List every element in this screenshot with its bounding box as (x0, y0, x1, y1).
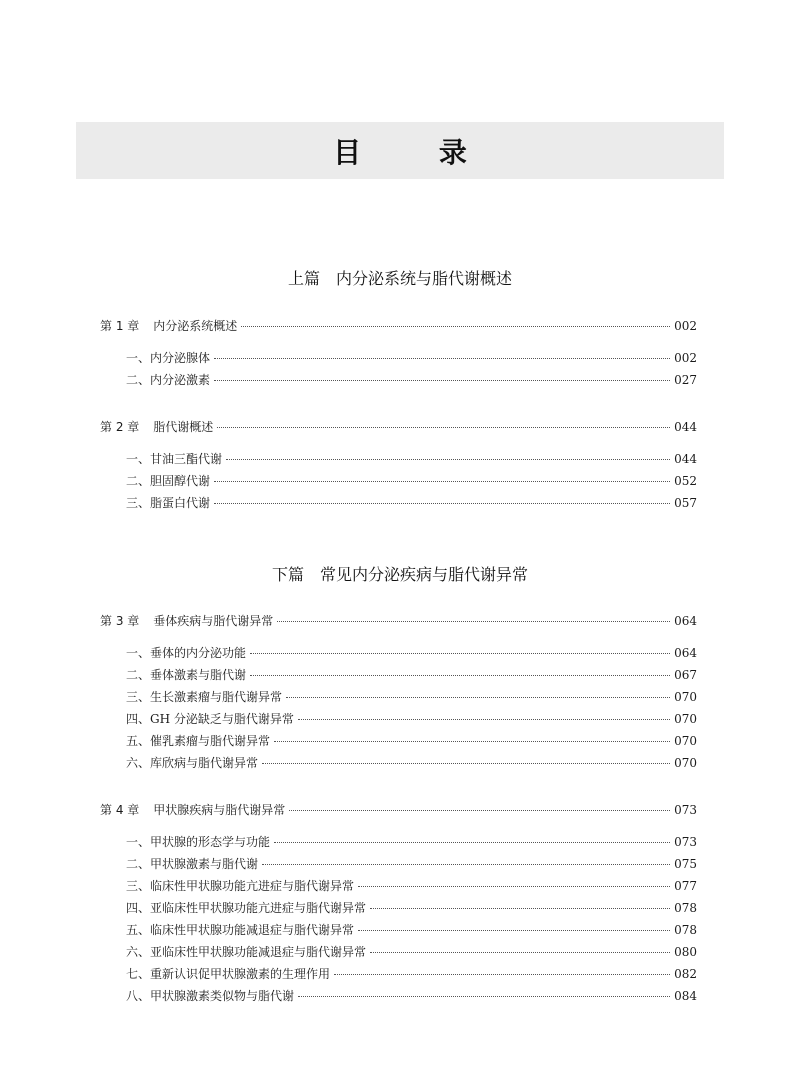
dot-leader (358, 930, 670, 931)
toc-section[interactable] (126, 372, 697, 388)
part-heading-2 (0, 562, 800, 585)
page-number: 070 (674, 734, 697, 748)
page-number: 002 (674, 351, 697, 365)
section-title: 二、垂体激素与脂代谢 (126, 668, 247, 682)
toc-chapter-2[interactable] (100, 419, 697, 435)
toc-section[interactable] (126, 988, 697, 1004)
chapter-title: 甲状腺疾病与脂代谢异常 (153, 803, 286, 817)
toc-section[interactable] (126, 878, 697, 894)
section-title: 八、甲状腺激素类似物与脂代谢 (126, 989, 295, 1003)
section-title: 二、胆固醇代谢 (126, 474, 211, 488)
section-title: 一、甘油三酯代谢 (126, 452, 223, 466)
dot-leader (277, 621, 670, 622)
toc-section[interactable] (126, 900, 697, 916)
section-title: 一、内分泌腺体 (126, 351, 211, 365)
toc-section[interactable] (126, 350, 697, 366)
part-heading-1 (0, 266, 800, 289)
section-title: 二、甲状腺激素与脂代谢 (126, 857, 259, 871)
section-title: 四、GH 分泌缺乏与脂代谢异常 (126, 712, 294, 726)
dot-leader (274, 842, 670, 843)
toc-section[interactable] (126, 944, 697, 960)
dot-leader (214, 503, 670, 504)
part-title: 内分泌系统与脂代谢概述 (336, 269, 513, 288)
toc-section[interactable] (126, 966, 697, 982)
page-number: 057 (674, 496, 697, 510)
section-title: 一、垂体的内分泌功能 (126, 646, 247, 660)
dot-leader (214, 380, 670, 381)
page-number: 084 (674, 989, 697, 1003)
dot-leader (334, 974, 670, 975)
toc-section[interactable] (126, 922, 697, 938)
section-title: 一、甲状腺的形态学与功能 (126, 835, 271, 849)
toc-section[interactable] (126, 473, 697, 489)
chapter-label: 第 2 章 (100, 420, 140, 434)
dot-leader (262, 864, 670, 865)
toc-section[interactable] (126, 834, 697, 850)
section-title: 二、内分泌激素 (126, 373, 211, 387)
page-number: 075 (674, 857, 697, 871)
dot-leader (250, 675, 670, 676)
page-number: 027 (674, 373, 697, 387)
page-number: 067 (674, 668, 697, 682)
toc-section[interactable] (126, 755, 697, 771)
page-number: 078 (674, 923, 697, 937)
page-number: 064 (674, 614, 697, 628)
dot-leader (217, 427, 670, 428)
page-number: 044 (674, 420, 697, 434)
page-number: 073 (674, 835, 697, 849)
dot-leader (370, 952, 670, 953)
dot-leader (214, 481, 670, 482)
page-number: 052 (674, 474, 697, 488)
dot-leader (358, 886, 670, 887)
part-title: 常见内分泌疾病与脂代谢异常 (320, 565, 529, 584)
toc-chapter-4[interactable] (100, 802, 697, 818)
section-title: 四、亚临床性甲状腺功能亢进症与脂代谢异常 (126, 901, 367, 915)
section-title: 三、生长激素瘤与脂代谢异常 (126, 690, 283, 704)
toc-title: 目 录 (333, 135, 501, 169)
toc-section[interactable] (126, 495, 697, 511)
toc-section[interactable] (126, 451, 697, 467)
section-title: 三、临床性甲状腺功能亢进症与脂代谢异常 (126, 879, 355, 893)
toc-section[interactable] (126, 856, 697, 872)
toc-section[interactable] (126, 711, 697, 727)
dot-leader (226, 459, 670, 460)
part-label: 上篇 (287, 269, 320, 288)
section-title: 五、临床性甲状腺功能减退症与脂代谢异常 (126, 923, 355, 937)
dot-leader (286, 697, 670, 698)
dot-leader (298, 719, 670, 720)
page-number: 002 (674, 319, 697, 333)
toc-chapter-3[interactable] (100, 613, 697, 629)
dot-leader (241, 326, 670, 327)
dot-leader (274, 741, 670, 742)
toc-chapter-1[interactable] (100, 318, 697, 334)
page-number: 082 (674, 967, 697, 981)
toc-title-banner (76, 122, 724, 179)
dot-leader (250, 653, 670, 654)
toc-section[interactable] (126, 645, 697, 661)
page-number: 073 (674, 803, 697, 817)
page-number: 044 (674, 452, 697, 466)
part-label: 下篇 (271, 565, 304, 584)
section-title: 七、重新认识促甲状腺激素的生理作用 (126, 967, 331, 981)
page-number: 070 (674, 756, 697, 770)
toc-section[interactable] (126, 667, 697, 683)
page-number: 070 (674, 690, 697, 704)
dot-leader (370, 908, 670, 909)
dot-leader (289, 810, 670, 811)
page-number: 070 (674, 712, 697, 726)
chapter-label: 第 4 章 (100, 803, 140, 817)
dot-leader (298, 996, 670, 997)
chapter-label: 第 3 章 (100, 614, 140, 628)
toc-section[interactable] (126, 689, 697, 705)
chapter-label: 第 1 章 (100, 319, 140, 333)
dot-leader (214, 358, 670, 359)
chapter-title: 垂体疾病与脂代谢异常 (153, 614, 274, 628)
section-title: 六、库欣病与脂代谢异常 (126, 756, 259, 770)
chapter-title: 内分泌系统概述 (153, 319, 238, 333)
section-title: 五、催乳素瘤与脂代谢异常 (126, 734, 271, 748)
chapter-title: 脂代谢概述 (153, 420, 214, 434)
section-title: 三、脂蛋白代谢 (126, 496, 211, 510)
page-number: 077 (674, 879, 697, 893)
section-title: 六、亚临床性甲状腺功能减退症与脂代谢异常 (126, 945, 367, 959)
page-number: 064 (674, 646, 697, 660)
dot-leader (262, 763, 670, 764)
toc-section[interactable] (126, 733, 697, 749)
page-number: 078 (674, 901, 697, 915)
page-number: 080 (674, 945, 697, 959)
